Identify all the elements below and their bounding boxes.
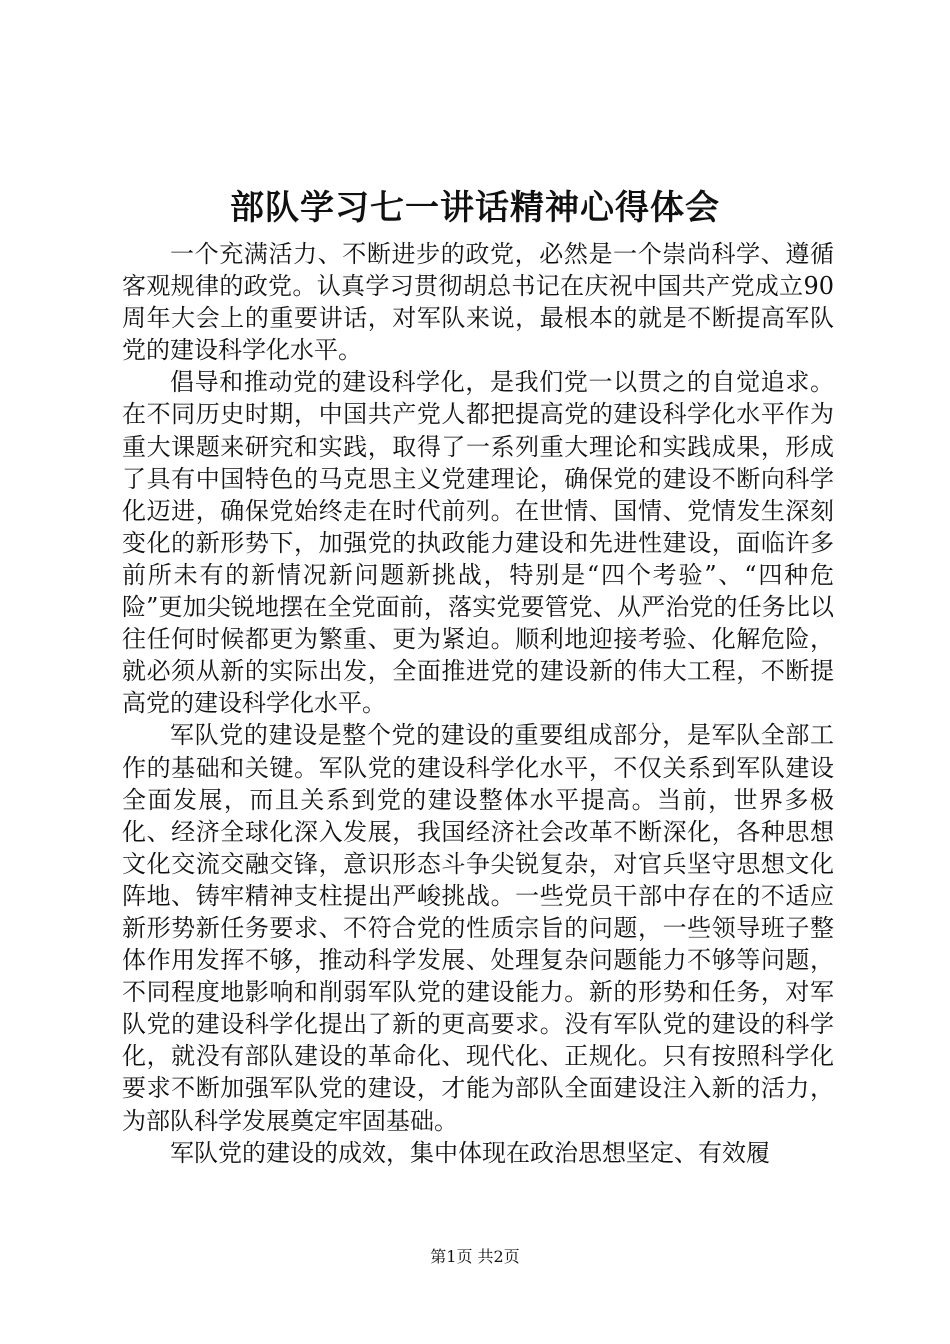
page-number-footer: 第1页 共2页	[430, 1247, 520, 1266]
paragraph: 军队党的建设是整个党的建设的重要组成部分，是军队全部工作的基础和关键。军队党的建设科学化水平，不仅关系到军队建设全面发展，而且关系到党的建设整体水平提高。当前，世界多极化、经济全球化深入发展，我国经济社会改革不断深化，各种思想文化交流交融交锋，意识形态斗争尖锐复杂，对官兵坚守思想文化阵地、铸牢精神支柱提出严峻挑战。一些党员干部中存在的不适应新形势新任务要求、不符合党的性质宗旨的问题，一些领导班子整体作用发挥不够，推动科学发展、处理复杂问题能力不够等问题，不同程度地影响和削弱军队党的建设能力。新的形势和任务，对军队党的建设科学化提出了新的更高要求。没有军队党的建设的科学化，就没有部队建设的革命化、现代化、正规化。只有按照科学化要求不断加强军队党的建设，才能为部队全面建设注入新的活力，为部队科学发展奠定牢固基础。	[122, 721, 834, 1135]
paragraph: 倡导和推动党的建设科学化，是我们党一以贯之的自觉追求。在不同历史时期，中国共产党人都把提高党的建设科学化水平作为重大课题来研究和实践，取得了一系列重大理论和实践成果，形成了具有中国特色的马克思主义党建理论，确保党的建设不断向科学化迈进，确保党始终走在时代前列。在世情、国情、党情发生深刻变化的新形势下，加强党的执政能力建设和先进性建设，面临许多前所未有的新情况新问题新挑战，特别是“四个考验”、“四种危险”更加尖锐地摆在全党面前，落实党要管党、从严治党的任务比以往任何时候都更为繁重、更为紧迫。顺利地迎接考验、化解危险，就必须从新的实际出发，全面推进党的建设新的伟大工程，不断提高党的建设科学化水平。	[122, 368, 834, 718]
paragraph: 一个充满活力、不断进步的政党，必然是一个崇尚科学、遵循客观规律的政党。认真学习贯彻胡总书记在庆祝中国共产党成立90周年大会上的重要讲话，对军队来说，最根本的就是不断提高军队党的建设科学化水平。	[122, 240, 834, 365]
document-body	[122, 238, 834, 1169]
document-title: 部队学习七一讲话精神心得体会	[230, 188, 720, 228]
paragraph: 军队党的建设的成效，集中体现在政治思想坚定、有效履	[170, 1138, 770, 1167]
